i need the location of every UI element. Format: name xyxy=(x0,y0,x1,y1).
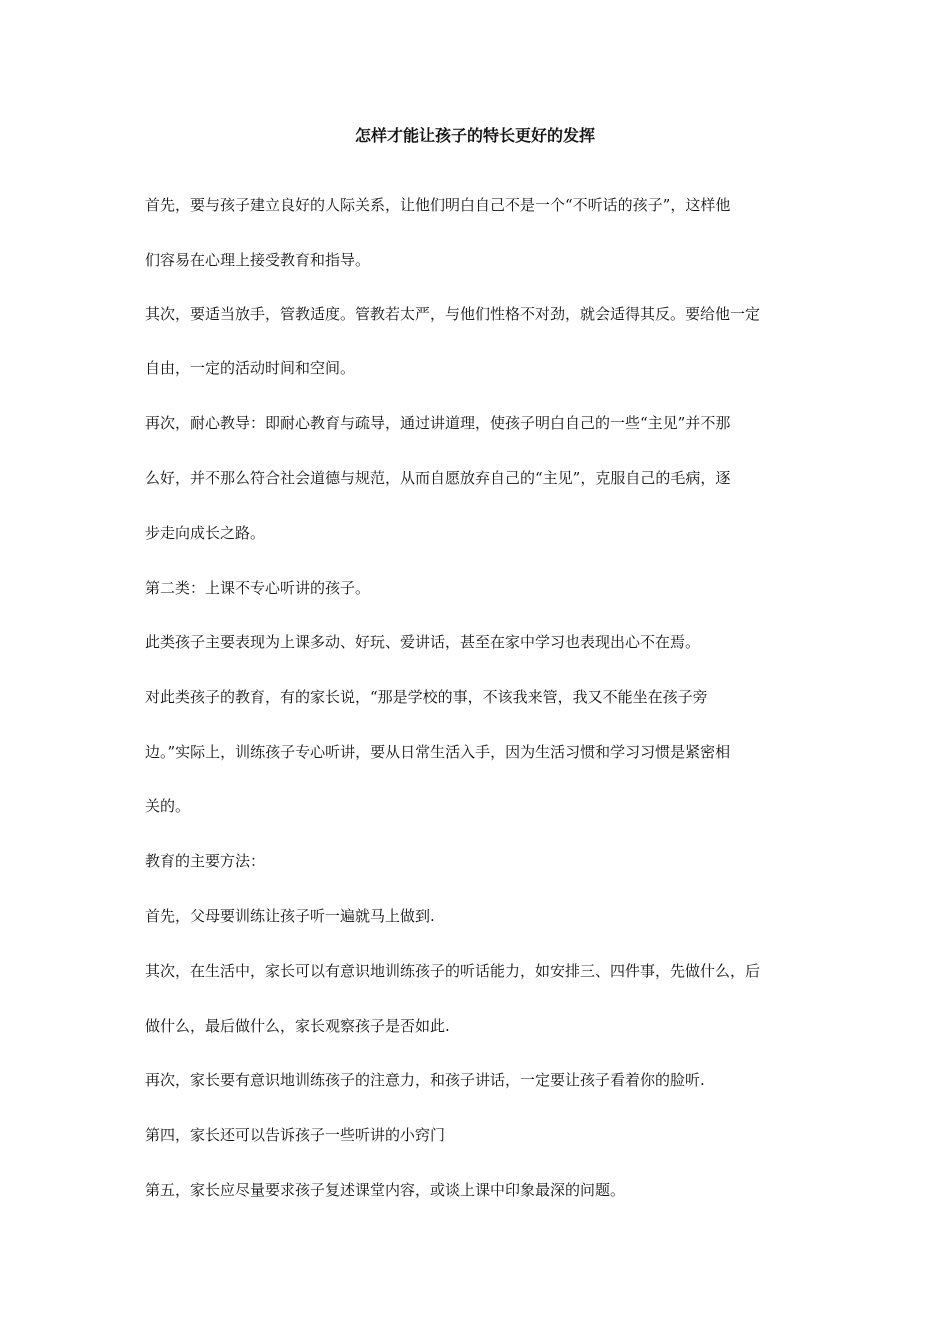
text-line: 自由，一定的活动时间和空间。 xyxy=(145,359,356,377)
text-line: 其次，要适当放手，管教适度。管教若太严，与他们性格不对劲，就会适得其反。要给他一定 xyxy=(145,305,761,323)
text-line: 步走向成长之路。 xyxy=(145,524,266,542)
text-line: 再次，耐心教导：即耐心教育与疏导，通过讲道理，使孩子明白自己的一些“主见”并不那 xyxy=(145,414,731,432)
text-line: 首先，父母要训练让孩子听一遍就马上做到. xyxy=(145,907,435,925)
text-line: 第四，家长还可以告诉孩子一些听讲的小窍门 xyxy=(145,1126,446,1144)
document-title: 怎样才能让孩子的特长更好的发挥 xyxy=(354,126,595,145)
text-line: 们容易在心理上接受教育和指导。 xyxy=(145,251,371,269)
text-line: 第五，家长应尽量要求孩子复述课堂内容，或谈上课中印象最深的问题。 xyxy=(145,1181,626,1199)
text-line: 关的。 xyxy=(145,797,191,815)
text-line: 做什么，最后做什么，家长观察孩子是否如此. xyxy=(145,1017,450,1035)
text-line: 么好，并不那么符合社会道德与规范，从而自愿放弃自己的“主见”，克服自己的毛病，逐 xyxy=(145,469,731,487)
text-line: 其次，在生活中，家长可以有意识地训练孩子的听话能力，如安排三、四件事，先做什么，后 xyxy=(145,962,761,980)
text-line: 此类孩子主要表现为上课多动、好玩、爱讲话，甚至在家中学习也表现出心不在焉。 xyxy=(145,633,701,651)
text-line: 第二类：上课不专心听讲的孩子。 xyxy=(145,579,371,597)
text-line: 教育的主要方法： xyxy=(145,852,266,870)
text-line: 首先，要与孩子建立良好的人际关系，让他们明白自己不是一个“不听话的孩子”，这样他 xyxy=(145,196,731,214)
text-line: 边。”实际上，训练孩子专心听讲，要从日常生活入手，因为生活习惯和学习习惯是紧密相 xyxy=(145,743,731,761)
text-line: 再次，家长要有意识地训练孩子的注意力，和孩子讲话，一定要让孩子看着你的脸听. xyxy=(145,1071,705,1089)
text-line: 对此类孩子的教育，有的家长说，“那是学校的事，不该我来管，我又不能坐在孩子旁 xyxy=(145,688,708,706)
